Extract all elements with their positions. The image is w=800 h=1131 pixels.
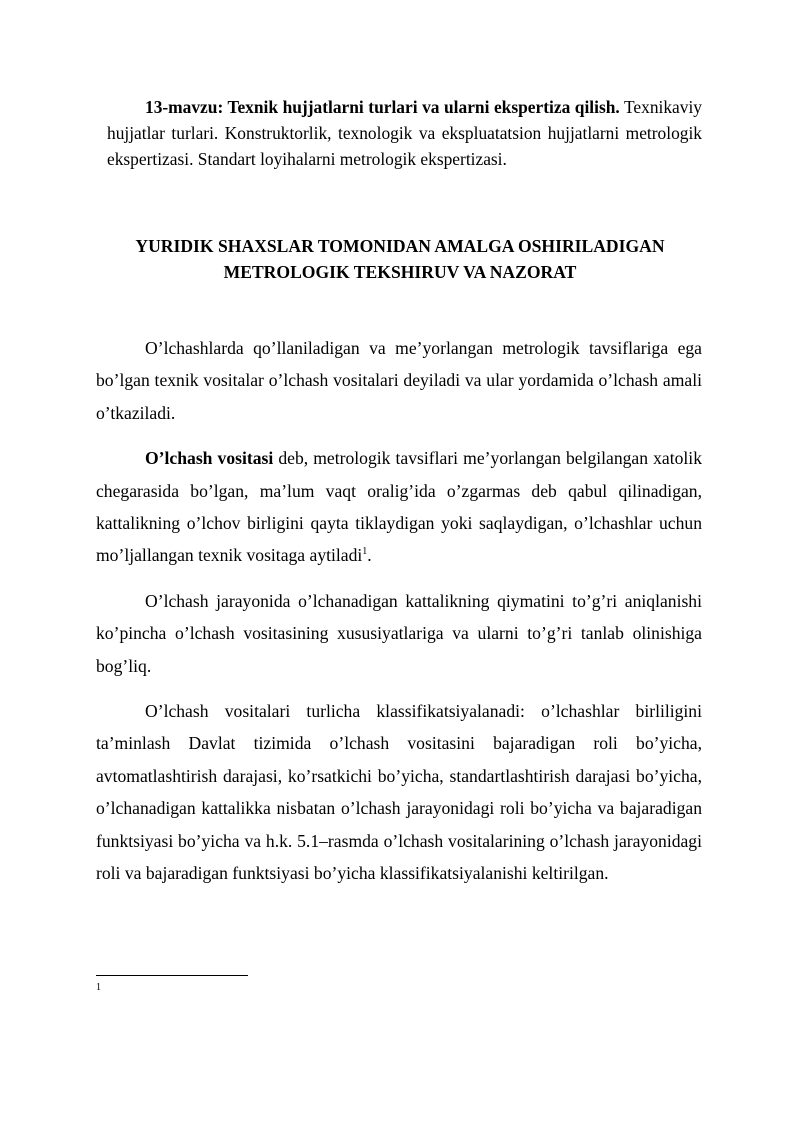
footnote-ref[interactable]: 1	[362, 546, 368, 558]
footnote-divider	[96, 975, 248, 976]
section-heading-line-1: YURIDIK SHAXSLAR TOMONIDAN AMALGA OSHIRILADIGAN	[135, 236, 665, 256]
term-bold: O’lchash vositasi	[145, 448, 274, 469]
footnote-number: 1	[96, 982, 101, 993]
topic-description: Texnikaviy hujjatlar turlari. Konstruktorlik, texnologik va ekspluatatsion hujjatlarni metrologik ekspertizasi. Standart loyihalarni metrologik ekspertizasi.	[107, 97, 702, 169]
paragraph-3: O’lchash jarayonida o’lchanadigan kattalikning qiymatini to’g’ri aniqlanishi ko’pincha o’lchash vositasining xususiyatlariga va ularni to’g’ri tanlab olinishiga bog’liq.	[96, 590, 702, 676]
topic-block	[107, 94, 702, 172]
section-heading	[100, 233, 700, 285]
paragraph-2-end: .	[367, 545, 372, 566]
paragraph-1: O’lchashlarda qo’llaniladigan va me’yorlangan metrologik tavsiflariga ega bo’lgan texnik vositalar o’lchash vositalari deyiladi va ular yordamida o’lchash amali o’tkaziladi.	[96, 338, 702, 423]
paragraph-2-text: deb, metrologik tavsiflari me’yorlangan belgilangan xatolik chegarasida bo’lgan, ma’lum vaqt oralig’ida o’zgarmas deb qabul qilinadigan, kattalikning o’lchov birligini qayta tiklaydigan yoki saqlaydigan, o’lchashlar uchun mo’ljallangan texnik vositaga aytiladi	[96, 448, 702, 566]
body-text	[96, 332, 702, 903]
topic-title: 13-mavzu: Texnik hujjatlarni turlari va ularni ekspertiza qilish.	[145, 97, 620, 117]
paragraph-2	[96, 442, 702, 572]
paragraph-4: O’lchash vositalari turlicha klassifikatsiyalanadi: o’lchashlar birliligini ta’minlash Davlat tizimida o’lchash vositasini bajaradigan roli bo’yicha, avtomatlashtirish darajasi, ko’rsatkichi bo’yicha, standartlashtirish darajasi bo’yicha, o’lchanadigan kattalikka nisbatan o’lchash jarayonidagi roli bo’yicha va bajaradigan funktsiyasi bo’yicha va h.k. 5.1–rasmda o’lchash vositalarining o’lchash jarayonidagi roli va bajaradigan funktsiyasi bo’yicha klassifikatsiyalanishi keltirilgan.	[96, 701, 702, 884]
section-heading-line-2: METROLOGIK TEKSHIRUV VA NAZORAT	[223, 262, 577, 282]
